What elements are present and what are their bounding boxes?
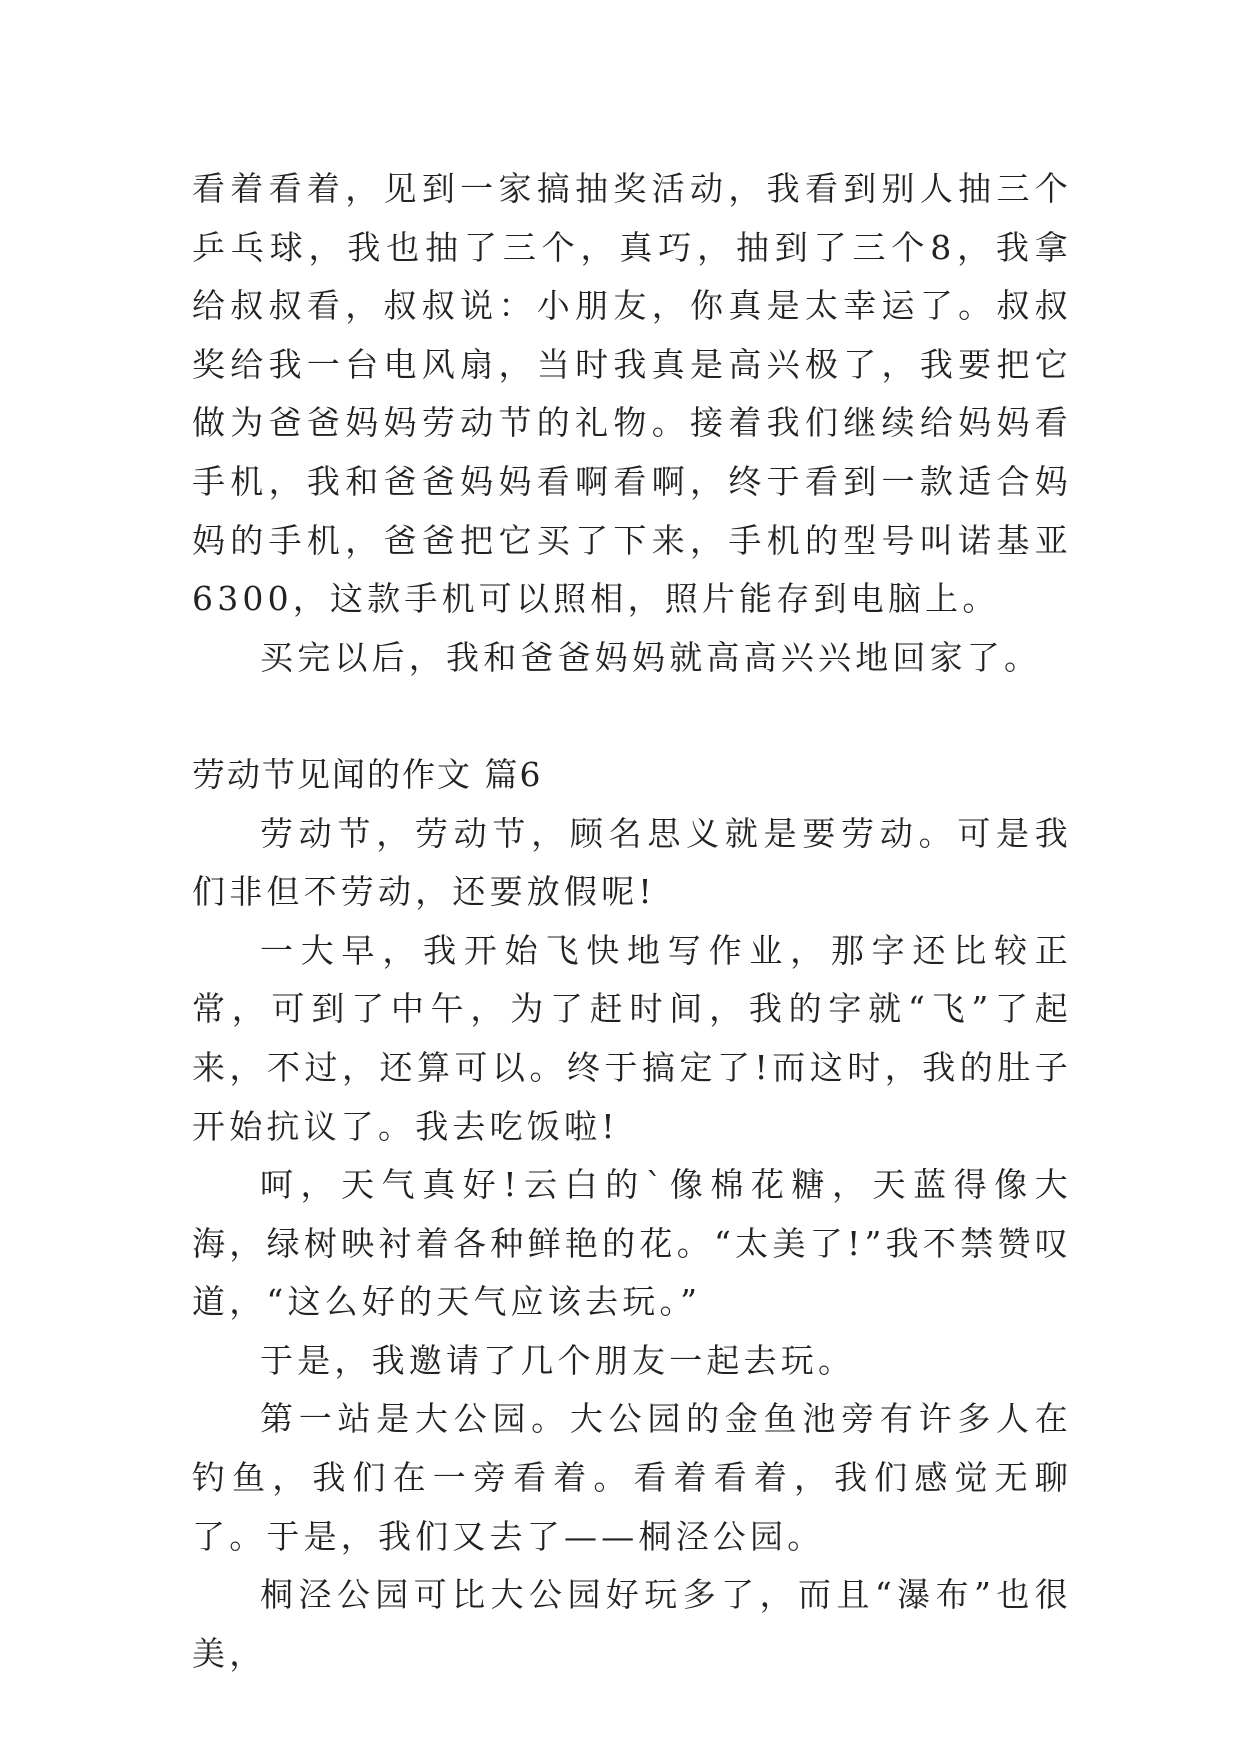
paragraph: 于是，我邀请了几个朋友一起去玩。 [260,1340,856,1380]
paragraph: 看着看着，见到一家搞抽奖活动，我看到别人抽三个乒乓球，我也抽了三个，真巧，抽到了三个8，我拿给叔叔看，叔叔说：小朋友，你真是太幸运了。叔叔奖给我一台电风扇，当时我真是高兴极了，我要把它做为爸爸妈妈劳动节的礼物。接着我们继续给妈妈看手机，我和爸爸妈妈看啊看啊，终于看到一款适合妈妈的手机，爸爸把它买了下来，手机的型号叫诺基亚6300，这款手机可以照相，照片能存到电脑上。 [192,169,1072,619]
document-body [192,160,1072,1683]
paragraph: 第一站是大公园。大公园的金鱼池旁有许多人在钓鱼，我们在一旁看着。看着看着，我们感觉无聊了。于是，我们又去了——桐泾公园。 [192,1399,1072,1556]
paragraph: 呵，天气真好!云白的`像棉花糖，天蓝得像大海，绿树映衬着各种鲜艳的花。“太美了!”我不禁赞叹道，“这么好的天气应该去玩。” [192,1165,1072,1322]
section-gap [192,687,1072,746]
section-title: 劳动节见闻的作文 篇6 [192,754,543,794]
paragraph: 劳动节，劳动节，顾名思义就是要劳动。可是我们非但不劳动，还要放假呢! [192,813,1072,912]
paragraph: 桐泾公园可比大公园好玩多了，而且“瀑布”也很美， [192,1575,1072,1673]
paragraph: 买完以后，我和爸爸妈妈就高高兴兴地回家了。 [260,637,1042,677]
paragraph: 一大早，我开始飞快地写作业，那字还比较正常，可到了中午，为了赶时间，我的字就“飞”了起来，不过，还算可以。终于搞定了!而这时，我的肚子开始抗议了。我去吃饭啦! [192,930,1072,1146]
